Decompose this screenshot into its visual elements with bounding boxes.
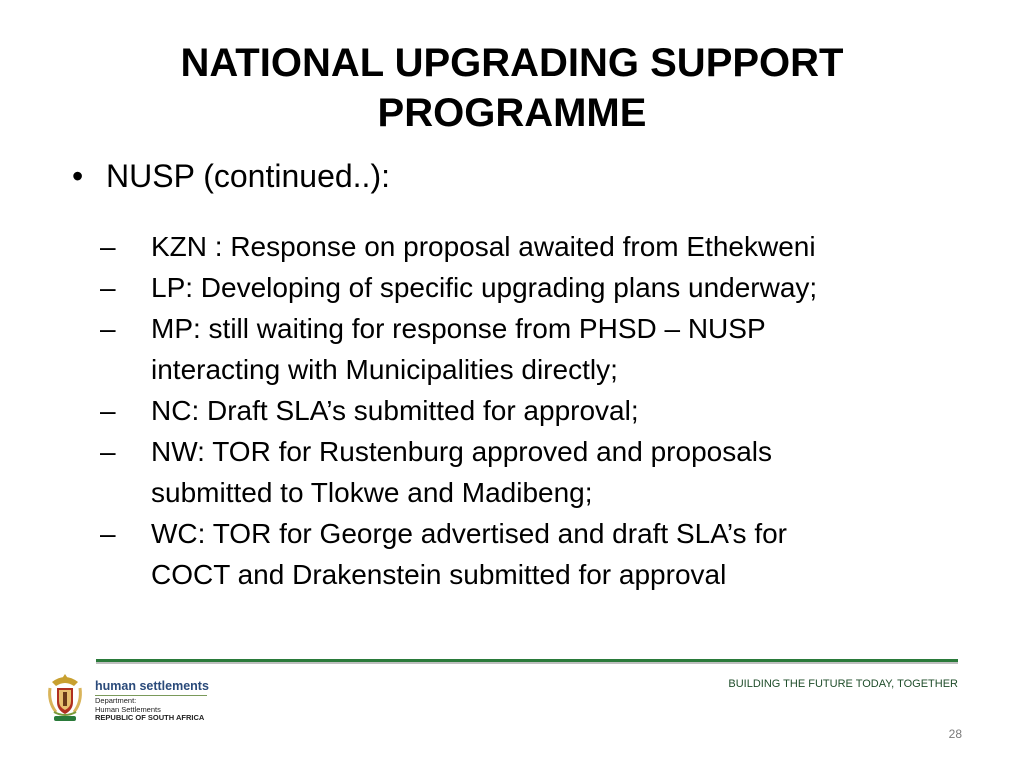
sub-bullet-text bbox=[151, 226, 980, 267]
sub-bullet-text bbox=[151, 431, 980, 513]
dash-symbol: – bbox=[100, 395, 116, 426]
slide-title-line-2: PROGRAMME bbox=[377, 91, 647, 135]
sub-bullet-text bbox=[151, 308, 980, 390]
sub-bullet-line: submitted to Tlokwe and Madibeng; bbox=[151, 477, 593, 508]
department-label: Department: bbox=[95, 696, 137, 705]
sub-bullet-list bbox=[100, 226, 980, 595]
page-number: 28 bbox=[948, 727, 962, 741]
main-bullet bbox=[72, 156, 390, 196]
department-title: Human Settlements bbox=[95, 704, 161, 714]
dash-symbol: – bbox=[100, 518, 116, 549]
department-details bbox=[95, 697, 204, 723]
slide-title bbox=[0, 38, 1024, 138]
department-name: human settlements bbox=[95, 679, 209, 693]
dash-symbol: – bbox=[100, 313, 116, 344]
sub-bullet-mp bbox=[100, 308, 980, 390]
dash-symbol: – bbox=[100, 272, 116, 303]
footer-tagline: BUILDING THE FUTURE TODAY, TOGETHER bbox=[728, 678, 958, 690]
sub-bullet-nc bbox=[100, 390, 980, 431]
sub-bullet-line: NW: TOR for Rustenburg approved and proposals bbox=[151, 436, 773, 467]
sub-bullet-nw bbox=[100, 431, 980, 513]
sub-bullet-lp bbox=[100, 267, 980, 308]
bullet-symbol: • bbox=[72, 158, 84, 194]
sub-bullet-kzn bbox=[100, 226, 980, 267]
dash-symbol: – bbox=[100, 436, 116, 467]
sub-bullet-line: COCT and Drakenstein submitted for approval bbox=[151, 559, 727, 590]
coat-of-arms-icon bbox=[44, 672, 86, 724]
sub-bullet-wc bbox=[100, 513, 980, 595]
sub-bullet-line: NC: Draft SLA’s submitted for approval; bbox=[151, 395, 639, 426]
sub-bullet-text bbox=[151, 513, 980, 595]
country-name: REPUBLIC OF SOUTH AFRICA bbox=[95, 713, 205, 722]
sub-bullet-line: WC: TOR for George advertised and draft SLA’s for bbox=[151, 518, 787, 549]
footer-divider-grey bbox=[96, 662, 958, 664]
sub-bullet-text bbox=[151, 267, 980, 308]
sub-bullet-line: interacting with Municipalities directly; bbox=[151, 354, 618, 385]
main-bullet-text: NUSP (continued..): bbox=[106, 158, 390, 194]
sub-bullet-line: MP: still waiting for response from PHSD – NUSP bbox=[151, 313, 766, 344]
sub-bullet-text bbox=[151, 390, 980, 431]
sub-bullet-line: LP: Developing of specific upgrading plans underway; bbox=[151, 272, 818, 303]
dash-symbol: – bbox=[100, 231, 116, 262]
slide-title-line-1: NATIONAL UPGRADING SUPPORT bbox=[180, 41, 844, 85]
sub-bullet-line: KZN : Response on proposal awaited from Ethekweni bbox=[151, 231, 816, 262]
